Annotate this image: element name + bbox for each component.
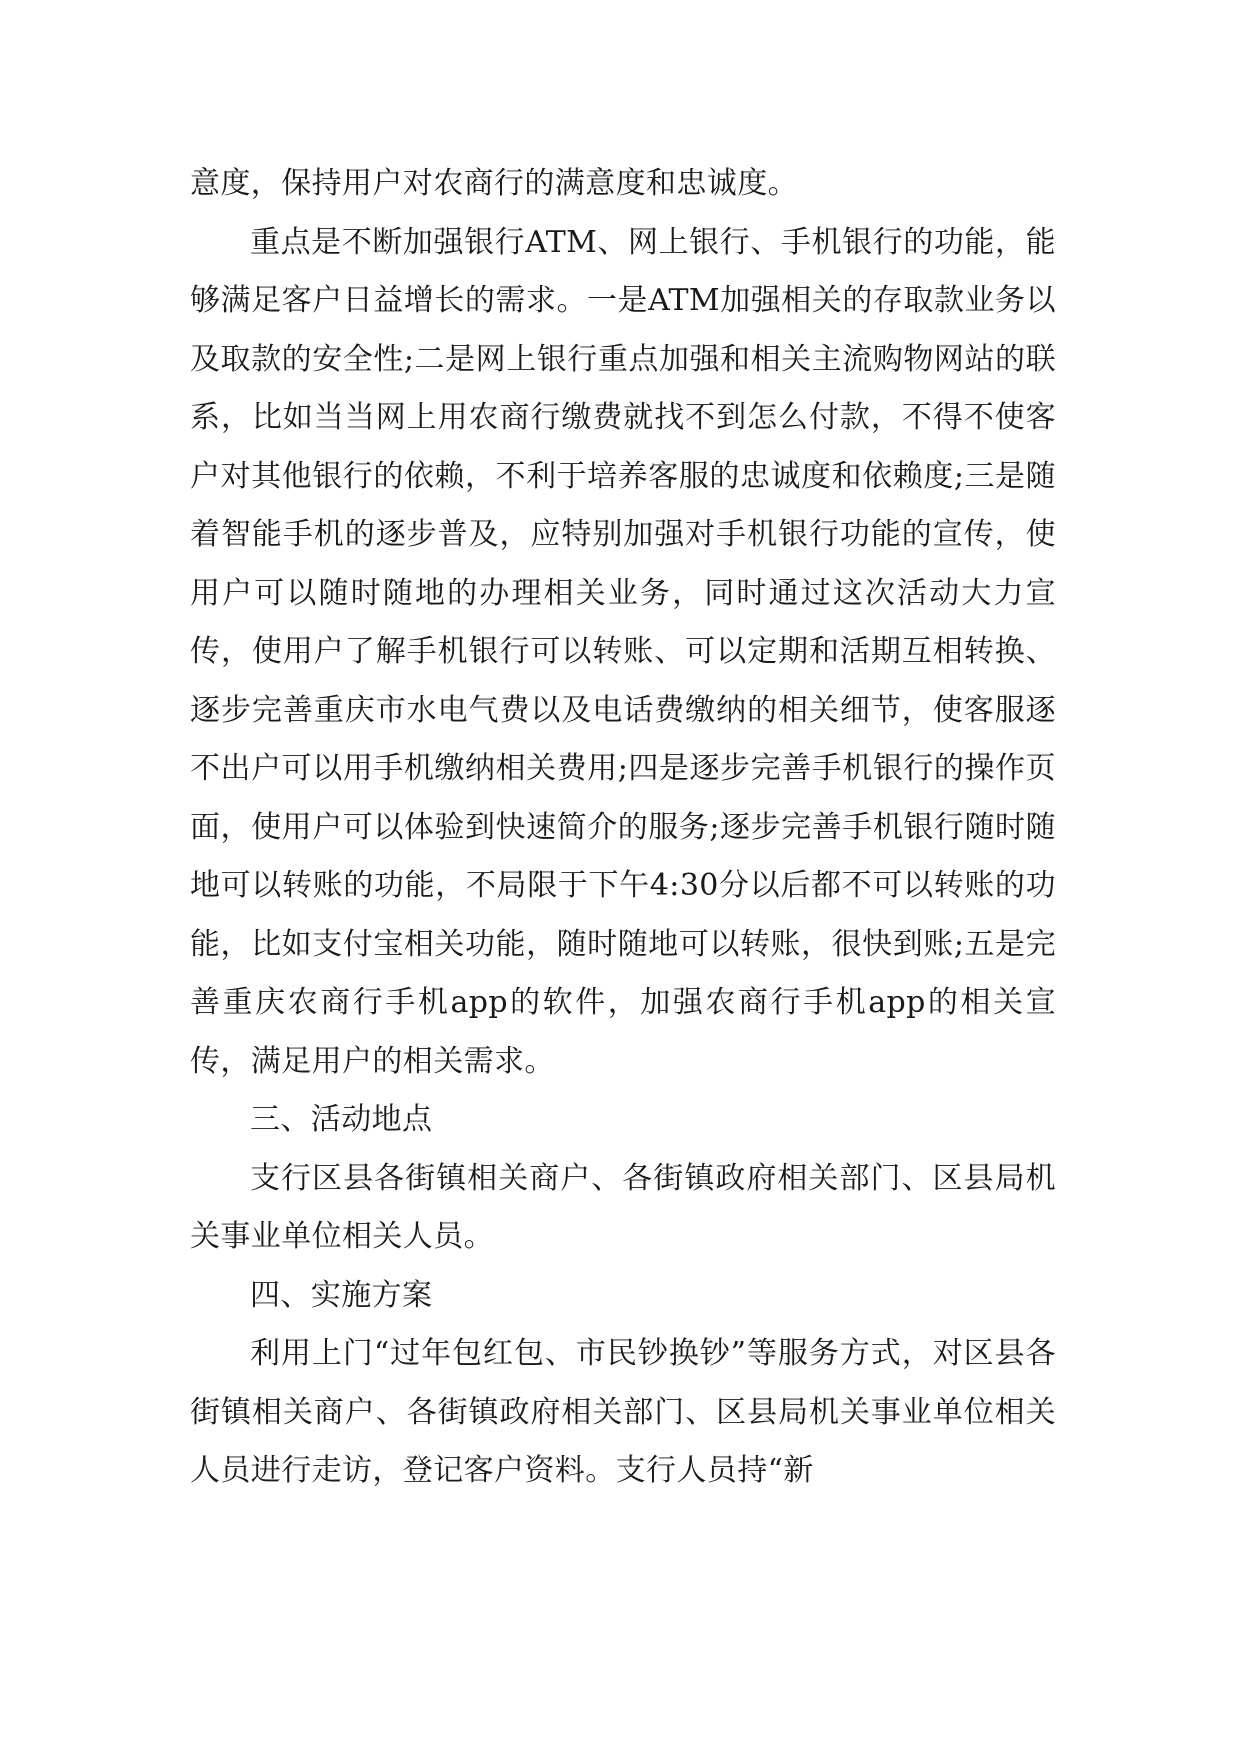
paragraph-continuation: 意度，保持用户对农商行的满意度和忠诚度。 <box>190 166 798 201</box>
paragraph-key-points: 重点是不断加强银行ATM、网上银行、手机银行的功能，能够满足客户日益增长的需求。一是ATM加强相关的存取款业务以及取款的安全性;二是网上银行重点加强和相关主流购物网站的联系，比如当当网上用农商行缴费就找不到怎么付款，不得不使客户对其他银行的依赖，不利于培养客服的忠诚度和依赖度;三是随着智能手机的逐步普及，应特别加强对手机银行功能的宣传，使用户可以随时随地的办理相关业务，同时通过这次活动大力宣传，使用户了解手机银行可以转账、可以定期和活期互相转换、逐步完善重庆市水电气费以及电话费缴纳的相关细节，使客服逐不出户可以用手机缴纳相关费用;四是逐步完善手机银行的操作页面，使用户可以体验到快速简介的服务;逐步完善手机银行随时随地可以转账的功能，不局限于下午4:30分以后都不可以转账的功能，比如支付宝相关功能，随时随地可以转账，很快到账;五是完善重庆农商行手机app的软件，加强农商行手机app的相关宣传，满足用户的相关需求。 <box>190 224 1056 1079</box>
document-body <box>190 155 1056 1501</box>
paragraph-implementation-plan: 利用上门“过年包红包、市民钞换钞”等服务方式，对区县各街镇相关商户、各街镇政府相关部门、区县局机关事业单位相关人员进行走访，登记客户资料。支行人员持“新 <box>190 1336 1056 1488</box>
paragraph-activity-location: 支行区县各街镇相关商户、各街镇政府相关部门、区县局机关事业单位相关人员。 <box>190 1160 1056 1254</box>
section-heading-activity-location: 三、活动地点 <box>250 1102 433 1137</box>
section-heading-implementation-plan: 四、实施方案 <box>250 1277 433 1313</box>
